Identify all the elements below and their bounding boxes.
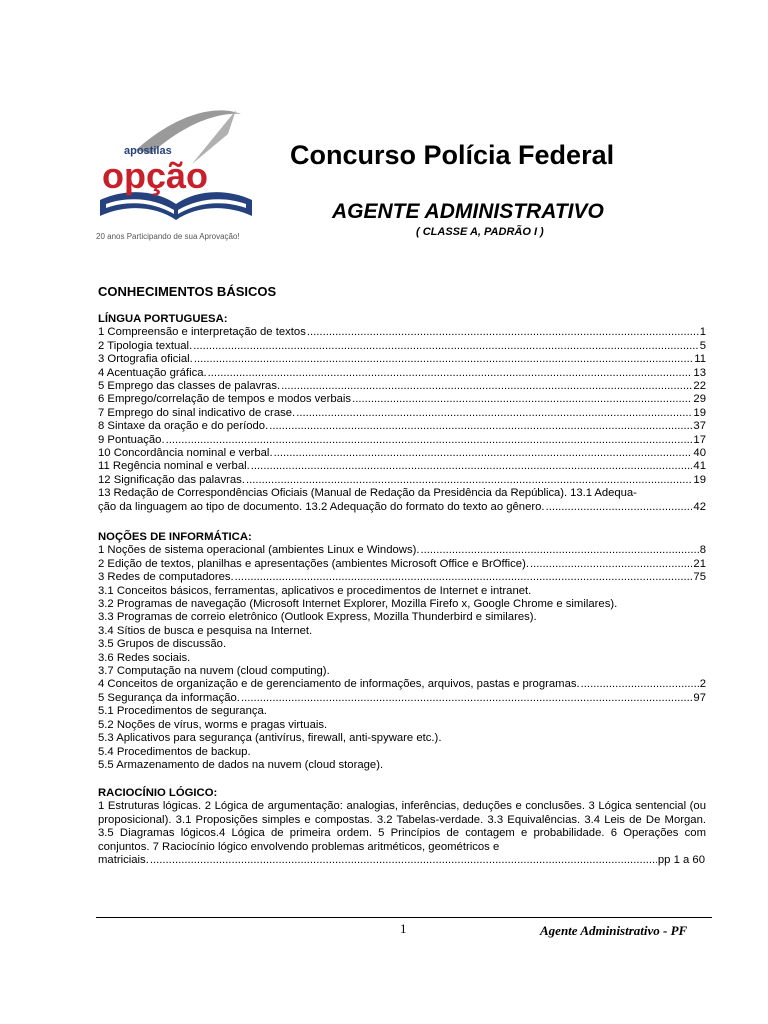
footer-divider [96,917,712,918]
toc-subitem: 3.4 Sítios de busca e pesquisa na Internet. [98,624,313,637]
toc-row: 8 Sintaxe da oração e do período. ..... 37 [98,420,706,433]
toc-row: 2 Tipologia textual. ..... 5 [98,340,706,353]
informatica-block [98,531,706,772]
raciocinio-block [98,787,706,867]
apostilas-opcao-logo [96,104,276,244]
toc-row: 5 Segurança da informação. ..... 97 [98,692,706,705]
toc-row: 3 Redes de computadores. ..... 75 [98,571,706,584]
portugues-item-13-line2: ção da linguagem ao tipo de documento. 13.2 Adequação do formato do texto ao gênero. ..... 42 [98,501,706,514]
toc-row: 4 Acentuação gráfica. ..... 13 [98,367,706,380]
toc-subitem: 3.5 Grupos de discussão. [98,638,227,651]
toc-row: 6 Emprego/correlação de tempos e modos verbais ..... 29 [98,393,706,406]
toc-subitem: 5.3 Aplicativos para segurança (antivírus, firewall, anti-spyware etc.). [98,732,442,745]
toc-subitem: 5.4 Procedimentos de backup. [98,745,251,758]
logo-tagline: 20 anos Participando de sua Aprovação! [96,232,240,241]
toc-row: 5 Emprego das classes de palavras. ..... 22 [98,380,706,393]
raciocinio-heading: RACIOCÍNIO LÓGICO: [98,787,218,799]
toc-subitem: 5.2 Noções de vírus, worms e pragas virtuais. [98,718,328,731]
toc-subitem: 5.1 Procedimentos de segurança. [98,705,267,718]
toc-row: 1 Compreensão e interpretação de textos ..... 1 [98,326,706,339]
toc-row: 11 Regência nominal e verbal. ..... 41 [98,460,706,473]
document-title: Concurso Polícia Federal [290,140,615,170]
toc-row: 3 Ortografia oficial. ..... 11 [98,353,706,366]
toc-row: 7 Emprego do sinal indicativo de crase. ..... 19 [98,407,706,420]
section-title: CONHECIMENTOS BÁSICOS [98,284,277,299]
toc-subitem: 3.1 Conceitos básicos, ferramentas, aplicativos e procedimentos de Internet e intranet. [98,584,532,597]
raciocinio-paragraph: 1 Estruturas lógicas. 2 Lógica de argumentação: analogias, inferências, deduções e conclusões. 3 Lógica sentencial (ou proposicional). 3.1 Proposições simples e compostas. 3.2 Tabelas-verdade. 3.3 Equivalências. 3.4 Leis de De Morgan. 3.5 Diagramas lógicos.4 Lógica de primeira ordem. 5 Princípios de contagem e probabilidade. 6 Operações com conjuntos. 7 Raciocínio lógico envolvendo problemas aritméticos, geométricos e [98,800,706,853]
toc-row: 12 Significação das palavras. ..... 19 [98,474,706,487]
toc-row: 10 Concordância nominal e verbal. ..... 40 [98,447,706,460]
page-number: 1 [400,921,407,936]
toc-row: 2 Edição de textos, planilhas e apresentações (ambientes Microsoft Office e BrOffice). ..... 21 [98,558,706,571]
toc-subitem: 3.7 Computação na nuvem (cloud computing). [98,665,330,678]
toc-row: 9 Pontuação. ..... 17 [98,434,706,447]
portugues-item-13-line1: 13 Redação de Correspondências Oficiais (Manual de Redação da Presidência da República). 13.1 Adequa- [98,487,637,500]
toc-subitem: 3.3 Programas de correio eletrônico (Outlook Express, Mozilla Thunderbird e similares). [98,611,537,624]
document-subtitle: AGENTE ADMINISTRATIVO [332,200,604,223]
portugues-heading: LÍNGUA PORTUGUESA: [98,313,228,325]
toc-row: 4 Conceitos de organização e de gerenciamento de informações, arquivos, pastas e programas. ..... 2 [98,678,706,691]
informatica-heading: NOÇÕES DE INFORMÁTICA: [98,531,252,543]
toc-subitem: 3.2 Programas de navegação (Microsoft Internet Explorer, Mozilla Firefo x, Google Chrome e similares). [98,598,618,611]
footer-title: Agente Administrativo - PF [540,923,688,938]
toc-subitem: 3.6 Redes sociais. [98,651,191,664]
portugues-block [98,313,706,514]
logo-brand-main: opção [102,155,209,196]
toc-row: 1 Noções de sistema operacional (ambientes Linux e Windows). ..... 8 [98,544,706,557]
toc-subitem: 5.5 Armazenamento de dados na nuvem (cloud storage). [98,758,384,771]
logo-brand-top: apostilas [124,145,172,157]
raciocinio-last-line: matriciais. ..... pp 1 a 60 [98,854,706,867]
document-classe: ( CLASSE A, PADRÃO I ) [416,226,544,238]
